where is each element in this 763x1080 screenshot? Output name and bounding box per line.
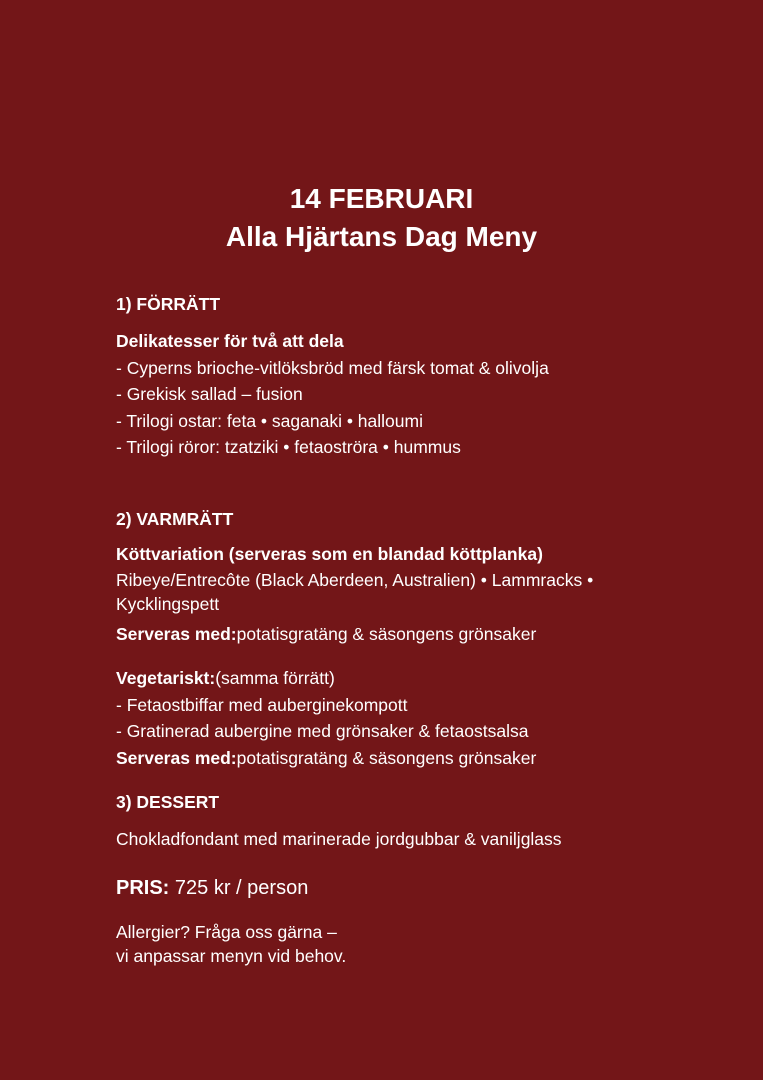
- starter-items: [116, 328, 716, 461]
- veg-served-label: Serveras med:: [116, 747, 237, 768]
- starter-item: - Cyperns brioche-vitlöksbröd med färsk tomat & olivolja: [116, 357, 549, 378]
- main-subheading: Köttvariation (serveras som en blandad köttplanka): [116, 544, 543, 564]
- starter-item: - Trilogi röror: tzatziki • fetaoströra • hummus: [116, 437, 461, 457]
- served-text: potatisgratäng & säsongens grönsaker: [236, 624, 537, 644]
- starter-section: [116, 291, 716, 318]
- vegetarian-section: [116, 665, 716, 771]
- starter-item: - Trilogi ostar: feta • saganaki • halloumi: [116, 410, 423, 431]
- veg-item: - Fetaostbiffar med auberginekompott: [116, 694, 408, 715]
- allergy-note: [116, 920, 716, 968]
- dessert-section: [116, 789, 716, 816]
- veg-item: - Gratinerad aubergine med grönsaker & fetaostsalsa: [116, 721, 529, 741]
- title-date: 14 FEBRUARI: [289, 183, 474, 214]
- dessert-text-block: [116, 826, 716, 853]
- title-name: Alla Hjärtans Dag Meny: [225, 221, 538, 252]
- main-description: Ribeye/Entrecôte (Black Aberdeen, Australien) • Lammracks • Kycklingspett: [116, 569, 594, 614]
- main-section: [116, 506, 716, 533]
- starter-subheading: Delikatesser för två att dela: [116, 331, 344, 351]
- dessert-heading: 3) DESSERT: [116, 792, 220, 812]
- veg-label: Vegetariskt:: [116, 668, 216, 688]
- starter-heading: 1) FÖRRÄTT: [116, 294, 221, 314]
- starter-item: - Grekisk sallad – fusion: [116, 384, 303, 404]
- dessert-text: Chokladfondant med marinerade jordgubbar & vaniljglass: [116, 829, 562, 849]
- served-label: Serveras med:: [116, 624, 237, 644]
- price-section: [116, 874, 716, 902]
- allergy-line-1: Allergier? Fråga oss gärna –: [116, 922, 337, 942]
- veg-note: (samma förrätt): [215, 668, 335, 688]
- veg-served-text: potatisgratäng & säsongens grönsaker: [236, 747, 537, 768]
- main-heading: 2) VARMRÄTT: [116, 509, 234, 529]
- menu-title: [0, 180, 763, 256]
- price-value: 725 kr / person: [174, 877, 309, 899]
- main-meat: [116, 541, 716, 616]
- allergy-line-2: vi anpassar menyn vid behov.: [116, 946, 347, 966]
- price-label: PRIS:: [116, 877, 170, 899]
- main-served: [116, 621, 716, 648]
